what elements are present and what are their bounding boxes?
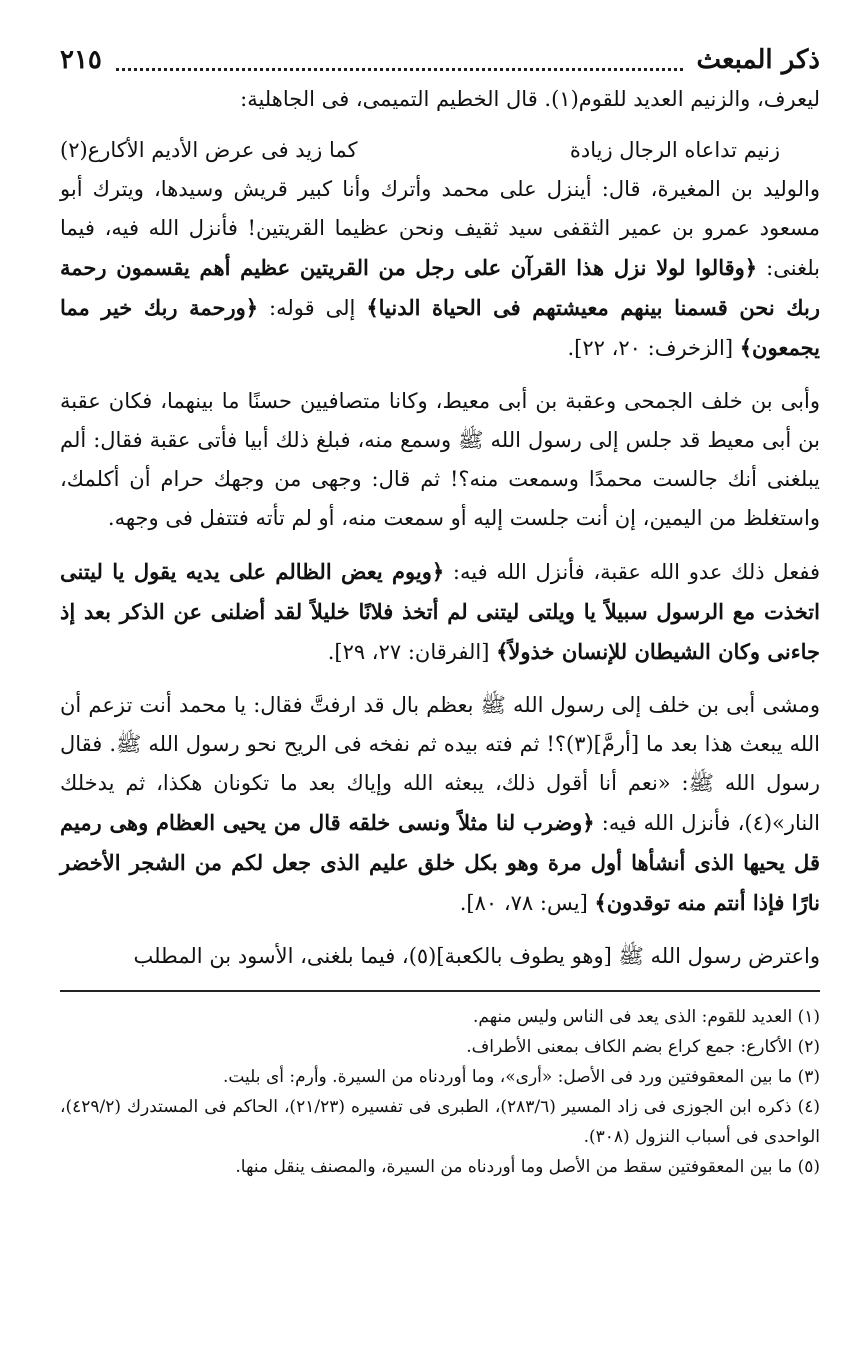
quran-quote-2: ﴿ورحمة ربك خير مما يجمعون﴾ [60,295,820,360]
verse-second-hemistich: كما زيد فى عرض الأديم الأكارع(٢) [60,138,358,162]
chapter-title: ذكر المبعث [696,45,820,75]
footnote-5: (٥) ما بين المعقوفتين سقط من الأصل وما أوردناه من السيرة، والمصنف ينقل منها. [235,1157,820,1177]
footnote-4: (٤) ذكره ابن الجوزى فى زاد المسير (٢٨٣/٦)، الطبرى فى تفسيره (٢١/٢٣)، الحاكم فى المستدرك (٤٢٩/٢)، الواحدى فى أسباب النزول (٣٠٨). [60,1097,820,1147]
book-page [60,40,820,1350]
footnotes [60,1002,820,1182]
paragraph-1: ليعرف، والزنيم العديد للقوم(١). قال الخطيم التميمى، فى الجاهلية: [240,87,820,111]
paragraph-2-text: والوليد بن المغيرة، قال: أينزل على محمد وأترك وأنا كبير قريش وسيدها، ويترك أبو مسعود عمرو بن عمير الثقفى سيد ثقيف ونحن عظيما القريتين! فأنزل الله فيه، فيما بلغنى: [60,177,820,280]
paragraph-2 [60,170,820,368]
quran-reference-3: [يس: ٧٨، ٨٠]. [459,891,588,915]
paragraph-3: وأبى بن خلف الجمحى وعقبة بن أبى معيط، وكانا متصافيين حسنًا ما بينهما، فكان عقبة بن أبى معيط قد جلس إلى رسول الله ﷺ وسمع منه، فبلغ ذلك أبيا فأتى عقبة فقال: ألم يبلغنى أنك جالست محمدًا وسمعت منه؟! ثم قال: وجهى من وجهك حرام أن أكلمك، واستغلظ من اليمين، إن أنت جلست إليه أو سمعت منه، أو لم تأته فتتفل فى وجهه. [60,389,820,530]
quran-quote-4: ﴿وضرب لنا مثلاً ونسى خلقه قال من يحيى العظام وهى رميم قل يحيها الذى أنشأها أول مرة وهو بكل خلق عليم الذى جعل لكم من الشجر الأخضر نارًا فإذا أنتم منه توقدون﴾ [60,810,820,915]
quran-reference-2: [الفرقان: ٢٧، ٢٩]. [327,640,490,664]
quran-reference-1: [الزخرف: ٢٠، ٢٢]. [567,336,734,360]
paragraph-2-connector: إلى قوله: [258,296,356,320]
quran-quote-3: ﴿ويوم يعض الظالم على يديه يقول يا ليتنى اتخذت مع الرسول سبيلاً يا ويلتى ليتنى لم أتخذ فلانًا خليلاً لقد أضلنى عن الذكر بعد إذ جاءنى وكان الشيطان للإنسان خذولاً﴾ [60,559,820,664]
footnote-2: (٢) الأكارع: جمع كراع بضم الكاف بمعنى الأطراف. [466,1037,820,1057]
page-number: ٢١٥ [60,45,102,75]
quran-quote-1: ﴿وقالوا لولا نزل هذا القرآن على رجل من القريتين عظيم أهم يقسمون رحمة ربك نحن قسمنا بينهم معيشتهم فى الحياة الدنيا﴾ [60,255,820,320]
paragraph-4 [60,552,820,672]
footnote-3: (٣) ما بين المعقوفتين ورد فى الأصل: «أرى»، وما أوردناه من السيرة. وأرم: أى بليت. [222,1067,820,1087]
paragraph-5-text: ومشى أبى بن خلف إلى رسول الله ﷺ بعظم بال قد ارفتَّ فقال: يا محمد أنت تزعم أن الله يبعث هذا بعد ما [أرمَّ](٣)؟! ثم فته بيده ثم نفخه فى الريح نحو رسول الله ﷺ. فقال رسول الله ﷺ: «نعم أنا أقول ذلك، يبعثه الله وإياك بعد ما تكونان هكذا، ثم يدخلك النار»(٤)، فأنزل الله فيه: [60,693,820,835]
footnote-1: (١) العديد للقوم: الذى يعد فى الناس وليس منهم. [473,1007,820,1027]
footnote-separator [60,990,820,992]
verse-first-hemistich: زنيم تداعاه الرجال زيادة [569,138,780,162]
running-header [60,40,820,80]
paragraph-4-text: ففعل ذلك عدو الله عقبة، فأنزل الله فيه: [444,560,820,584]
paragraph-5 [60,686,820,923]
paragraph-6: واعترض رسول الله ﷺ [وهو يطوف بالكعبة](٥)، فيما بلغنى، الأسود بن المطلب [133,944,820,968]
poetry-verse [60,125,820,170]
leader-dots [116,50,683,71]
